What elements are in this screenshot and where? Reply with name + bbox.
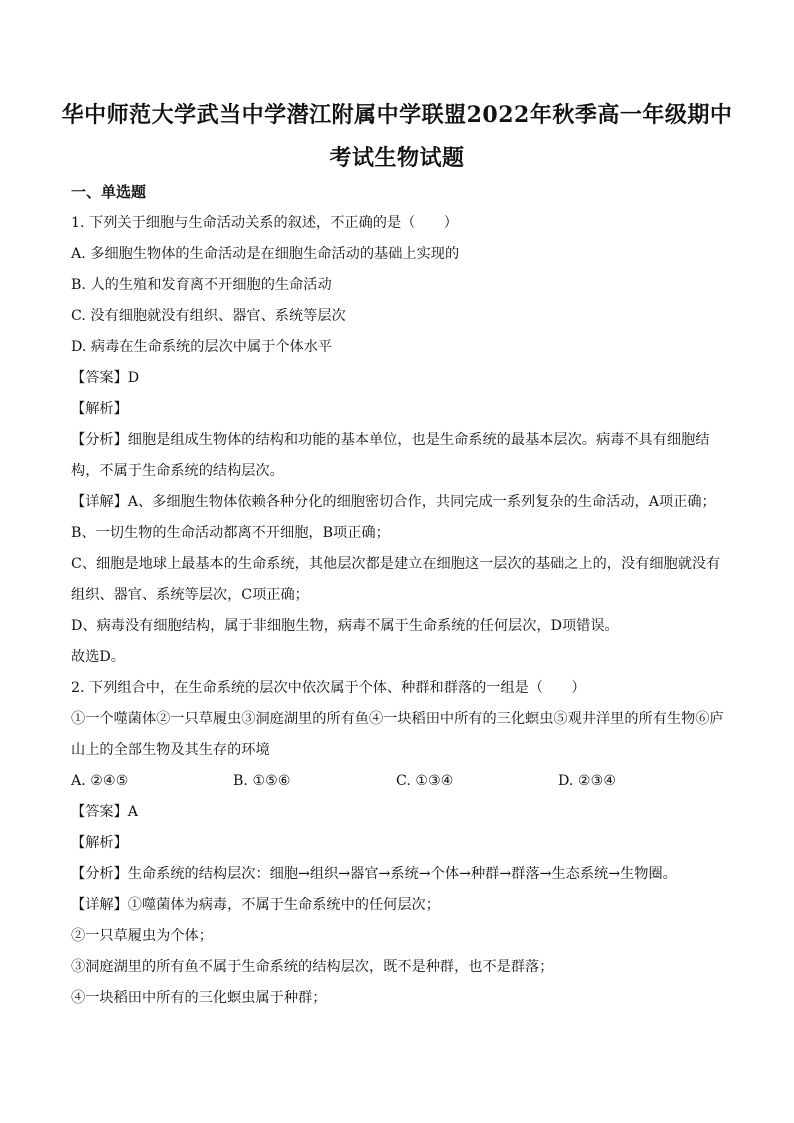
q1-analysis-line: D、病毒没有细胞结构，属于非细胞生物，病毒不属于生命系统的任何层次，D项错误。 bbox=[71, 618, 619, 634]
document-title-line-2: 考试生物试题 bbox=[329, 145, 465, 171]
q2-analysis-label: 【解析】 bbox=[71, 835, 128, 851]
q2-option-b: B. ①⑤⑥ bbox=[233, 773, 291, 789]
document-title-line-1: 华中师范大学武当中学潜江附属中学联盟2022年秋季高一年级期中 bbox=[61, 102, 733, 128]
q1-option-c: C. 没有细胞就没有组织、器官、系统等层次 bbox=[71, 308, 346, 324]
q2-option-a: A. ②④⑤ bbox=[71, 773, 129, 789]
section-heading: 一、单选题 bbox=[71, 183, 147, 201]
q1-analysis-line: 故选D。 bbox=[71, 649, 125, 665]
q1-stem: 1. 下列关于细胞与生命活动关系的叙述，不正确的是（ ） bbox=[71, 215, 458, 231]
q1-analysis-line: B、一切生物的生命活动都离不开细胞，B项正确； bbox=[71, 525, 390, 541]
q1-analysis-line: 【分析】细胞是组成生物体的结构和功能的基本单位，也是生命系统的最基本层次。病毒不具有细胞结 bbox=[71, 432, 710, 448]
q2-analysis-line: 【详解】①噬菌体为病毒，不属于生命系统中的任何层次； bbox=[71, 897, 440, 913]
q1-answer: 【答案】D bbox=[71, 370, 140, 386]
q1-analysis-line: 构，不属于生命系统的结构层次。 bbox=[71, 463, 284, 479]
q1-option-b: B. 人的生殖和发育离不开细胞的生命活动 bbox=[71, 277, 332, 293]
q2-analysis-line: ③洞庭湖里的所有鱼不属于生命系统的结构层次，既不是种群，也不是群落； bbox=[71, 959, 554, 975]
q2-items-line: ①一个噬菌体②一只草履虫③洞庭湖里的所有鱼④一块稻田中所有的三化螟虫⑤观井洋里的所有生物⑥庐 bbox=[71, 711, 724, 727]
q2-stem: 2. 下列组合中，在生命系统的层次中依次属于个体、种群和群落的一组是（ ） bbox=[71, 680, 586, 696]
q2-answer: 【答案】A bbox=[71, 804, 138, 820]
q2-analysis-line: ②一只草履虫为个体； bbox=[71, 928, 213, 944]
q1-analysis-label: 【解析】 bbox=[71, 401, 128, 417]
q2-analysis-line: 【分析】生命系统的结构层次：细胞→组织→器官→系统→个体→种群→群落→生态系统→生物圈。 bbox=[71, 866, 677, 882]
q1-analysis-line: 【详解】A、多细胞生物体依赖各种分化的细胞密切合作，共同完成一系列复杂的生命活动，A项正确； bbox=[71, 494, 716, 510]
q2-items-line: 山上的全部生物及其生存的环境 bbox=[71, 742, 270, 758]
q1-analysis-line: C、细胞是地球上最基本的生命系统，其他层次都是建立在细胞这一层次的基础之上的，没有细胞就没有 bbox=[71, 556, 721, 572]
q2-option-d: D. ②③④ bbox=[558, 773, 617, 789]
q1-analysis-line: 组织、器官、系统等层次，C项正确； bbox=[71, 587, 309, 603]
q1-option-a: A. 多细胞生物体的生命活动是在细胞生命活动的基础上实现的 bbox=[71, 246, 460, 262]
q1-option-d: D. 病毒在生命系统的层次中属于个体水平 bbox=[71, 339, 333, 355]
q2-option-c: C. ①③④ bbox=[396, 773, 454, 789]
q2-analysis-line: ④一块稻田中所有的三化螟虫属于种群； bbox=[71, 990, 327, 1006]
